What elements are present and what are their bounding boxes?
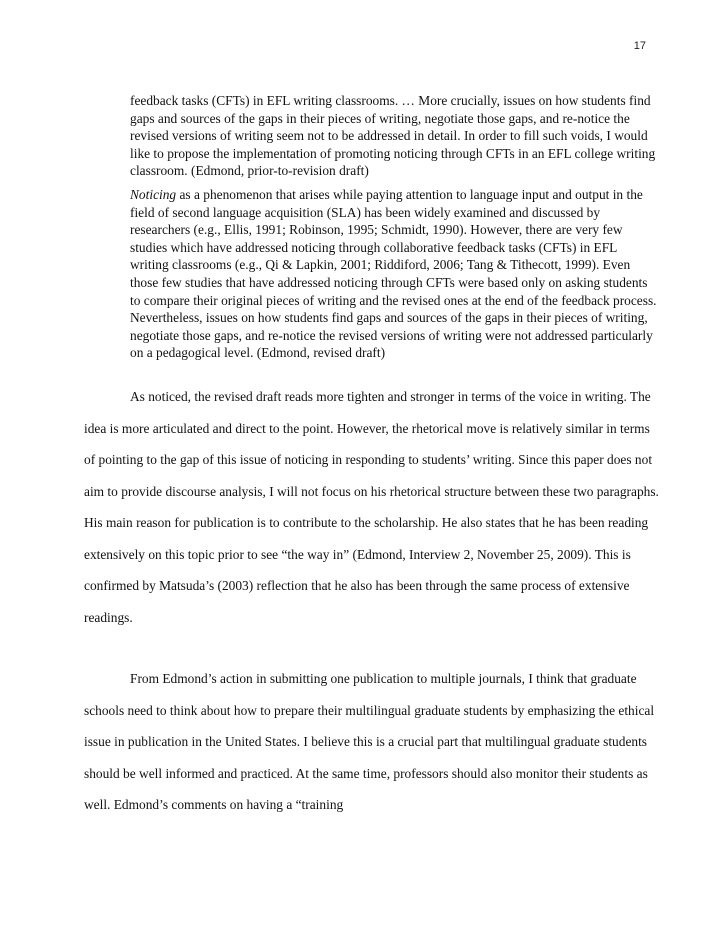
block-quote-lead-italic: Noticing xyxy=(130,187,177,202)
paragraph-text: From Edmond’s action in submitting one publication to multiple journals, I think that graduate schools need to think about how to prepare their multilingual graduate students by emphasizing the ethical issue in publication in the United States. I believe this is a crucial part that multilingual graduate students should be well informed and practiced. At the same time, professors should also monitor their students as well. Edmond’s comments on having a “training xyxy=(84,671,655,812)
block-quote-prior-draft xyxy=(130,92,658,180)
block-quote-text: as a phenomenon that arises while paying attention to language input and output in the field of second language acquisition (SLA) has been widely examined and discussed by researchers (e.g., Ellis, 1991; Robinson, 1995; Schmidt, 1990). However, there are very few studies which have addressed noticing through collaborative feedback tasks (CFTs) in EFL writing classrooms (e.g., Qi & Lapkin, 2001; Riddiford, 2006; Tang & Tithecott, 1999). Even those few studies that have addressed noticing through CFTs were based only on asking students to compare their original pieces of writing and the revised ones at the end of the feedback process. Nevertheless, issues on how students find gaps and sources of the gaps in their pieces of writing, negotiate those gaps, and re-notice the revised versions of writing were not addressed particularly on a pedagogical level. (Edmond, revised draft) xyxy=(130,187,657,361)
body-paragraph-graduate-schools xyxy=(84,663,660,821)
page-number: 17 xyxy=(633,40,646,52)
block-quote-text: feedback tasks (CFTs) in EFL writing classrooms. … More crucially, issues on how students find gaps and sources of the gaps in their pieces of writing, negotiate those gaps, and re-notice the revised versions of writing seem not to be addressed in detail. In order to fill such voids, I would like to propose the implementation of promoting noticing through CFTs in an EFL college writing classroom. (Edmond, prior-to-revision draft) xyxy=(130,93,656,179)
paragraph-text: As noticed, the revised draft reads more tighten and stronger in terms of the voice in writing. The idea is more articulated and direct to the point. However, the rhetorical move is relatively similar in terms of pointing to the gap of this issue of noticing in responding to students’ writing. Since this paper does not aim to provide discourse analysis, I will not focus on his rhetorical structure between these two paragraphs. His main reason for publication is to contribute to the scholarship. He also states that he has been reading extensively on this topic prior to see “the way in” (Edmond, Interview 2, November 25, 2009). This is confirmed by Matsuda’s (2003) reflection that he also has been through the same process of extensive readings. xyxy=(84,389,659,625)
block-quote-revised-draft xyxy=(130,186,658,362)
body-paragraph-revised-draft-analysis xyxy=(84,381,660,633)
